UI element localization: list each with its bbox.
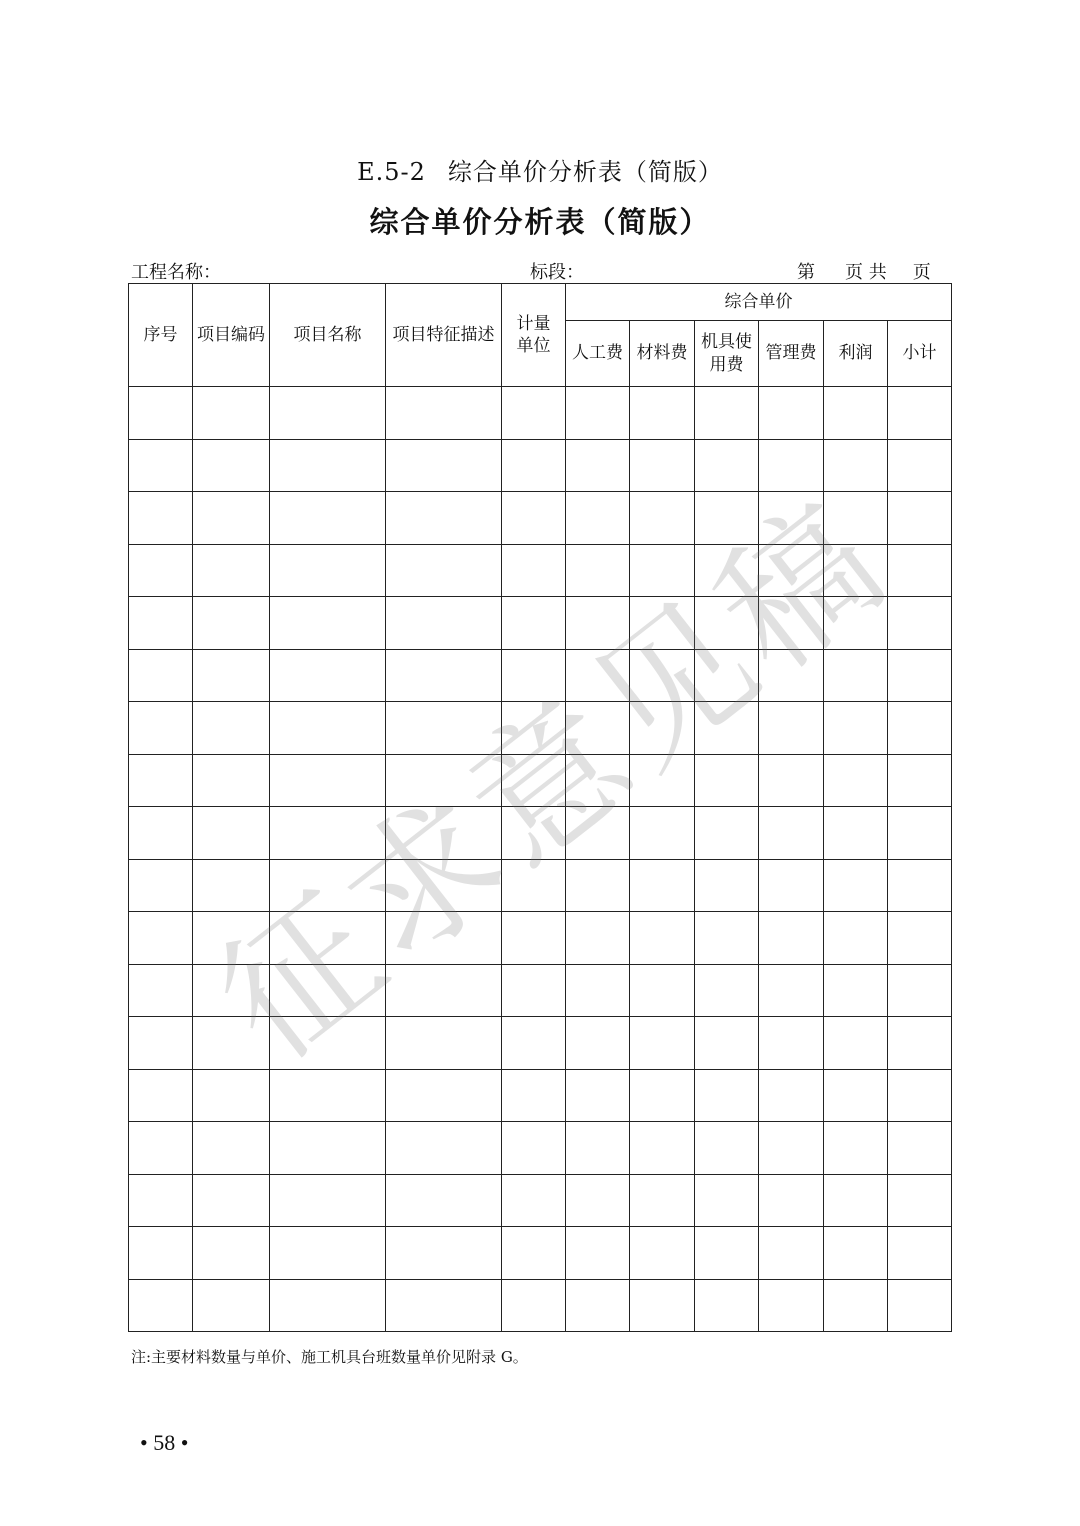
table-cell	[888, 1279, 952, 1332]
table-cell	[386, 597, 502, 650]
table-cell	[129, 964, 193, 1017]
table-cell	[695, 1122, 759, 1175]
table-cell	[129, 387, 193, 440]
table-cell	[888, 1227, 952, 1280]
table-cell	[759, 1017, 824, 1070]
table-cell	[630, 544, 695, 597]
table-cell	[129, 859, 193, 912]
table-cell	[270, 544, 386, 597]
header-management: 管理费	[759, 321, 824, 387]
page-di: 第	[797, 262, 815, 283]
table-cell	[566, 754, 630, 807]
table-cell	[888, 492, 952, 545]
table-cell	[695, 754, 759, 807]
table-cell	[270, 439, 386, 492]
table-cell	[695, 1174, 759, 1227]
table-cell	[695, 387, 759, 440]
table-cell	[759, 544, 824, 597]
table-cell	[695, 544, 759, 597]
header-machine	[695, 321, 759, 387]
table-cell	[630, 439, 695, 492]
table-cell	[824, 1122, 888, 1175]
table-cell	[566, 1017, 630, 1070]
table-cell	[888, 702, 952, 755]
table-cell	[630, 387, 695, 440]
table-cell	[193, 1174, 270, 1227]
table-cell	[193, 597, 270, 650]
header-machine-line2: 用费	[709, 354, 744, 375]
table-cell	[759, 1279, 824, 1332]
table-row	[129, 387, 952, 440]
table-cell	[386, 1227, 502, 1280]
table-cell	[386, 439, 502, 492]
table-cell	[759, 859, 824, 912]
table-cell	[193, 492, 270, 545]
table-cell	[502, 807, 566, 860]
table-row	[129, 649, 952, 702]
table-row	[129, 859, 952, 912]
table-cell	[270, 859, 386, 912]
table-cell	[695, 1227, 759, 1280]
table-cell	[193, 859, 270, 912]
table-cell	[502, 1017, 566, 1070]
table-cell	[386, 754, 502, 807]
analysis-table	[128, 283, 952, 1332]
table-cell	[193, 754, 270, 807]
table-cell	[386, 544, 502, 597]
table-cell	[566, 544, 630, 597]
table-cell	[129, 912, 193, 965]
table-cell	[888, 807, 952, 860]
table-cell	[386, 1174, 502, 1227]
table-cell	[270, 912, 386, 965]
table-cell	[502, 964, 566, 1017]
page-ye-gong: 页 共	[845, 262, 887, 283]
table-cell	[824, 544, 888, 597]
table-row	[129, 439, 952, 492]
table-cell	[193, 807, 270, 860]
table-cell	[824, 1069, 888, 1122]
header-composite-price: 综合单价	[566, 284, 952, 321]
table-cell	[630, 964, 695, 1017]
header-unit-line1: 计量	[516, 313, 551, 334]
page-count-label	[797, 258, 931, 284]
table-cell	[824, 1017, 888, 1070]
table-cell	[888, 964, 952, 1017]
table-cell	[129, 1279, 193, 1332]
table-cell	[630, 1017, 695, 1070]
table-cell	[630, 597, 695, 650]
table-row	[129, 754, 952, 807]
table-cell	[888, 544, 952, 597]
table-cell	[566, 1279, 630, 1332]
table-cell	[695, 964, 759, 1017]
table-cell	[630, 1069, 695, 1122]
table-cell	[695, 912, 759, 965]
table-cell	[129, 702, 193, 755]
header-name: 项目名称	[270, 284, 386, 387]
table-row	[129, 1069, 952, 1122]
table-cell	[630, 492, 695, 545]
table-cell	[566, 859, 630, 912]
header-unit-line2: 单位	[516, 336, 551, 356]
header-material: 材料费	[630, 321, 695, 387]
table-cell	[695, 597, 759, 650]
table-cell	[193, 702, 270, 755]
page-ye: 页	[912, 262, 931, 283]
header-seq: 序号	[129, 284, 193, 387]
table-cell	[270, 1017, 386, 1070]
table-cell	[759, 1122, 824, 1175]
table-cell	[695, 439, 759, 492]
table-cell	[270, 1174, 386, 1227]
table-cell	[824, 702, 888, 755]
table-cell	[759, 702, 824, 755]
table-cell	[759, 492, 824, 545]
table-cell	[270, 387, 386, 440]
table-cell	[824, 754, 888, 807]
table-row	[129, 1174, 952, 1227]
table-cell	[759, 1174, 824, 1227]
table-cell	[566, 1122, 630, 1175]
table-row	[129, 1122, 952, 1175]
table-cell	[386, 1069, 502, 1122]
section-label: 标段：	[530, 262, 584, 283]
table-cell	[759, 1227, 824, 1280]
section-number: E.5-2	[357, 158, 426, 186]
table-cell	[566, 1227, 630, 1280]
header-feature: 项目特征描述	[386, 284, 502, 387]
header-subtotal: 小计	[888, 321, 952, 387]
table-cell	[193, 1279, 270, 1332]
table-cell	[759, 439, 824, 492]
table-cell	[270, 1122, 386, 1175]
table-row	[129, 1227, 952, 1280]
table-cell	[824, 439, 888, 492]
table-cell	[759, 1069, 824, 1122]
table-cell	[386, 807, 502, 860]
table-cell	[888, 754, 952, 807]
project-name-label: 工程名称：	[131, 262, 221, 283]
table-cell	[566, 912, 630, 965]
table-cell	[270, 702, 386, 755]
header-unit	[502, 284, 566, 387]
table-cell	[129, 754, 193, 807]
table-body	[129, 387, 952, 1332]
table-cell	[193, 544, 270, 597]
table-cell	[695, 702, 759, 755]
table-cell	[502, 1227, 566, 1280]
table-cell	[566, 702, 630, 755]
table-cell	[129, 1122, 193, 1175]
page-number: • 58 •	[140, 1430, 189, 1455]
table-cell	[759, 649, 824, 702]
table-cell	[888, 439, 952, 492]
table-cell	[888, 1174, 952, 1227]
table-cell	[270, 964, 386, 1017]
table-cell	[630, 1174, 695, 1227]
table-cell	[502, 387, 566, 440]
table-cell	[129, 439, 193, 492]
table-cell	[193, 912, 270, 965]
table-row	[129, 1279, 952, 1332]
table-cell	[695, 1279, 759, 1332]
table-cell	[502, 754, 566, 807]
table-cell	[888, 649, 952, 702]
table-cell	[386, 912, 502, 965]
table-cell	[502, 649, 566, 702]
table-row	[129, 1017, 952, 1070]
table-cell	[824, 807, 888, 860]
table-cell	[566, 1174, 630, 1227]
table-cell	[566, 439, 630, 492]
header-code: 项目编码	[193, 284, 270, 387]
table-cell	[630, 1227, 695, 1280]
table-cell	[129, 1174, 193, 1227]
table-cell	[386, 859, 502, 912]
table-cell	[386, 649, 502, 702]
table-cell	[695, 859, 759, 912]
table-cell	[193, 1017, 270, 1070]
table-cell	[386, 1122, 502, 1175]
table-row	[129, 964, 952, 1017]
table-cell	[129, 649, 193, 702]
table-row	[129, 807, 952, 860]
table-cell	[502, 1279, 566, 1332]
table-cell	[630, 807, 695, 860]
table-cell	[888, 1122, 952, 1175]
table-cell	[824, 649, 888, 702]
table-cell	[270, 649, 386, 702]
table-cell	[630, 649, 695, 702]
table-cell	[502, 439, 566, 492]
table-cell	[193, 1122, 270, 1175]
table-cell	[502, 912, 566, 965]
table-cell	[193, 649, 270, 702]
table-cell	[888, 1069, 952, 1122]
table-cell	[630, 859, 695, 912]
watermark: 征求意见稿	[188, 469, 919, 1093]
table-cell	[824, 1227, 888, 1280]
table-cell	[695, 1017, 759, 1070]
table-cell	[270, 1069, 386, 1122]
table-cell	[502, 1174, 566, 1227]
table-cell	[129, 807, 193, 860]
footnote: 注:主要材料数量与单价、施工机具台班数量单价见附录 G。	[131, 1348, 528, 1366]
table-cell	[129, 544, 193, 597]
table-cell	[502, 492, 566, 545]
table-row	[129, 702, 952, 755]
table-cell	[193, 387, 270, 440]
table-cell	[630, 702, 695, 755]
table-cell	[502, 1122, 566, 1175]
table-cell	[888, 912, 952, 965]
table-cell	[566, 649, 630, 702]
table-cell	[566, 597, 630, 650]
table-cell	[630, 754, 695, 807]
table-cell	[270, 492, 386, 545]
table-cell	[502, 544, 566, 597]
table-row	[129, 597, 952, 650]
table-cell	[695, 1069, 759, 1122]
table-cell	[386, 964, 502, 1017]
table-cell	[270, 754, 386, 807]
table-cell	[759, 807, 824, 860]
table-cell	[566, 807, 630, 860]
table-cell	[386, 1017, 502, 1070]
table-row	[129, 544, 952, 597]
table-title: 综合单价分析表（简版）	[369, 205, 711, 239]
table-cell	[193, 439, 270, 492]
table-cell	[386, 492, 502, 545]
table-cell	[386, 702, 502, 755]
table-cell	[759, 964, 824, 1017]
table-cell	[129, 1017, 193, 1070]
table-cell	[759, 754, 824, 807]
table-cell	[695, 492, 759, 545]
table-cell	[502, 702, 566, 755]
table-row	[129, 912, 952, 965]
table-cell	[386, 1279, 502, 1332]
table-cell	[759, 912, 824, 965]
table-cell	[824, 859, 888, 912]
table-cell	[566, 492, 630, 545]
table-cell	[888, 387, 952, 440]
table-cell	[502, 597, 566, 650]
table-cell	[630, 912, 695, 965]
table-cell	[759, 597, 824, 650]
header-labor: 人工费	[566, 321, 630, 387]
table-cell	[129, 492, 193, 545]
table-cell	[566, 387, 630, 440]
table-cell	[270, 807, 386, 860]
table-cell	[824, 597, 888, 650]
table-cell	[502, 859, 566, 912]
table-cell	[270, 1279, 386, 1332]
table-cell	[129, 1069, 193, 1122]
table-cell	[824, 1279, 888, 1332]
table-cell	[888, 859, 952, 912]
header-profit: 利润	[824, 321, 888, 387]
table-cell	[759, 387, 824, 440]
table-cell	[270, 1227, 386, 1280]
section-title: 综合单价分析表（简版）	[447, 158, 723, 186]
table-cell	[270, 597, 386, 650]
table-cell	[824, 964, 888, 1017]
table-cell	[193, 964, 270, 1017]
table-cell	[129, 1227, 193, 1280]
table-row	[129, 492, 952, 545]
table-cell	[695, 807, 759, 860]
table-cell	[630, 1279, 695, 1332]
table-cell	[502, 1069, 566, 1122]
table-cell	[566, 1069, 630, 1122]
table-cell	[193, 1227, 270, 1280]
table-cell	[630, 1122, 695, 1175]
table-cell	[824, 492, 888, 545]
table-cell	[386, 387, 502, 440]
table-cell	[193, 1069, 270, 1122]
section-heading	[0, 152, 1080, 187]
table-cell	[888, 597, 952, 650]
table-cell	[824, 1174, 888, 1227]
table-cell	[129, 597, 193, 650]
header-machine-line1: 机具使	[701, 332, 752, 353]
table-cell	[888, 1017, 952, 1070]
table-cell	[824, 912, 888, 965]
table-cell	[824, 387, 888, 440]
table-cell	[566, 964, 630, 1017]
table-cell	[695, 649, 759, 702]
